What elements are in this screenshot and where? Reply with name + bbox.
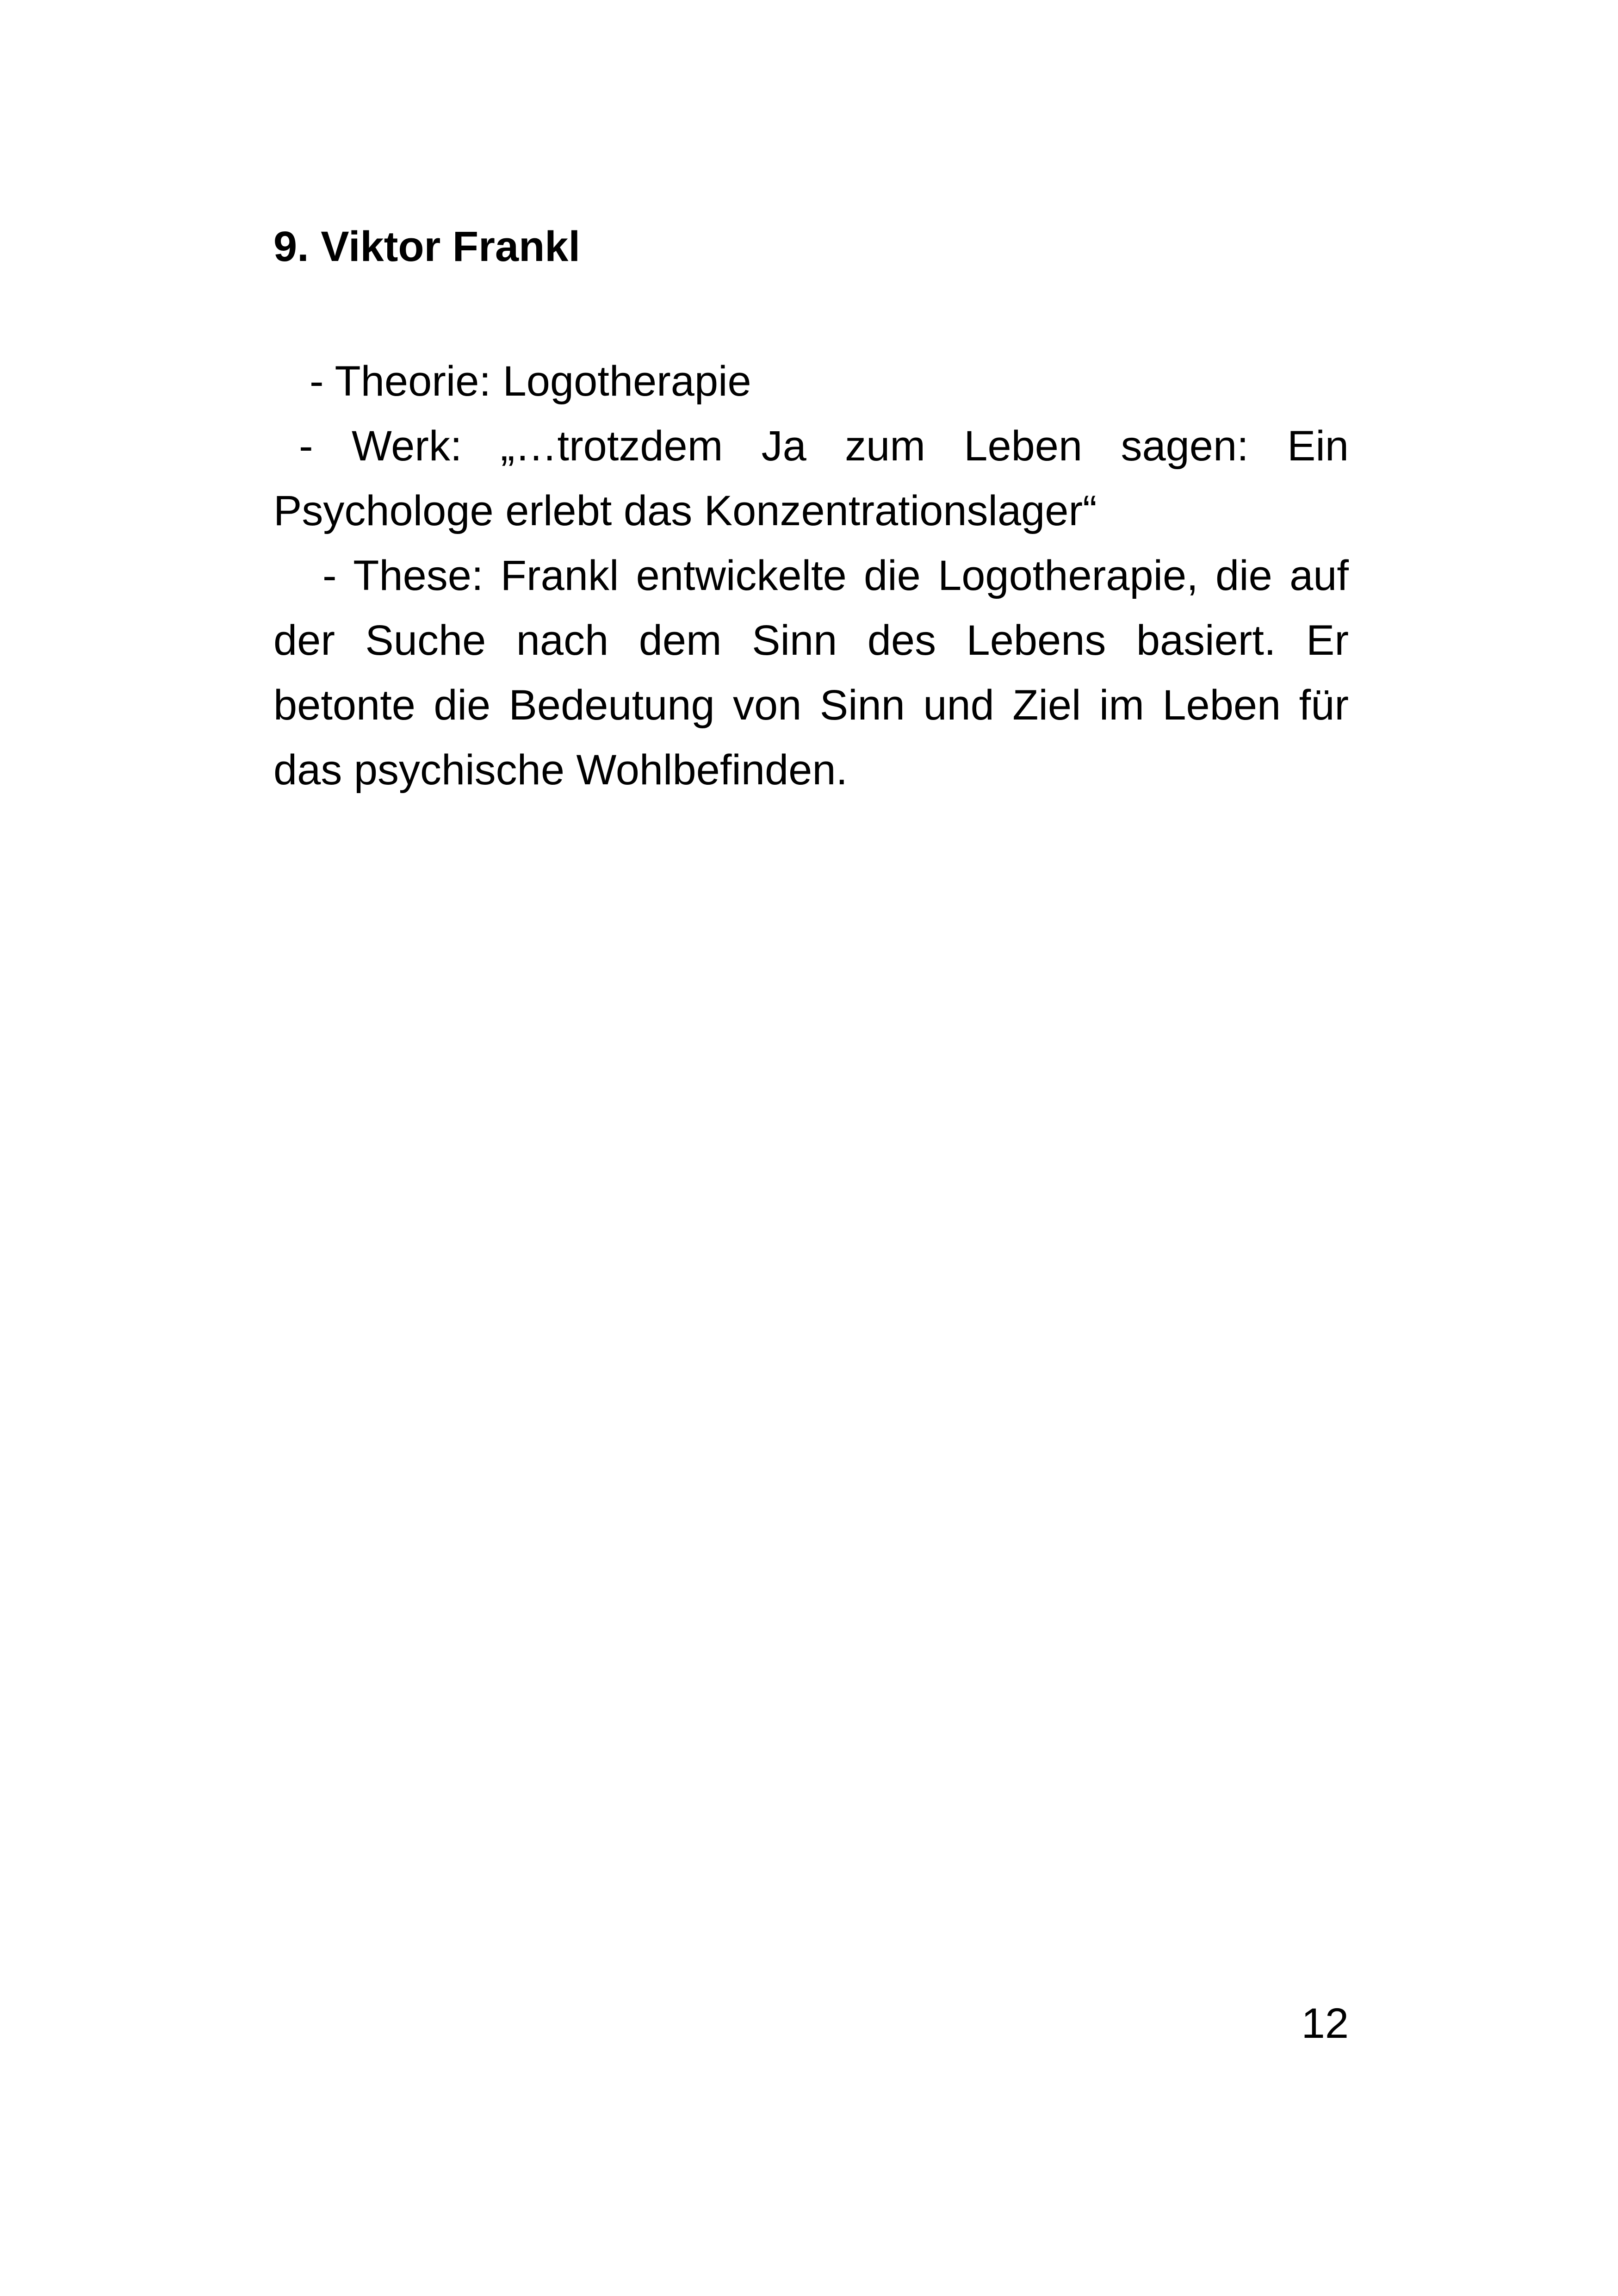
paragraph-theorie: - Theorie: Logotherapie bbox=[310, 358, 751, 405]
page-number: 12 bbox=[1301, 2000, 1349, 2047]
paragraph-werk: - Werk: „…trotzdem Ja zum Leben sagen: Ein Psychologe erlebt das Konzentrationslager“ bbox=[273, 422, 1349, 534]
section-body bbox=[273, 349, 1349, 802]
paragraph-these: - These: Frankl entwickelte die Logotherapie, die auf der Suche nach dem Sinn des Lebens basiert. Er betonte die Bedeutung von Sinn und Ziel im Leben für das psychische Wohlbefinden. bbox=[273, 552, 1349, 794]
section-heading: 9. Viktor Frankl bbox=[273, 223, 581, 270]
